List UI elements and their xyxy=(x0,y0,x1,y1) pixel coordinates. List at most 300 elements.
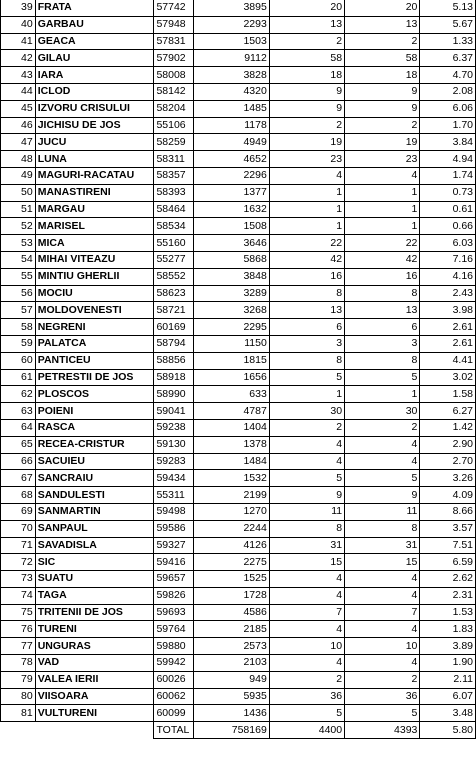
value-2-cell: 10 xyxy=(269,638,344,655)
value-1-cell: 3268 xyxy=(194,302,269,319)
value-3-cell: 9 xyxy=(345,487,420,504)
value-1-cell: 1404 xyxy=(194,419,269,436)
row-number-cell: 64 xyxy=(1,419,36,436)
value-2-cell: 1 xyxy=(269,201,344,218)
commune-name-cell: TRITENII DE JOS xyxy=(35,604,154,621)
value-2-cell: 2 xyxy=(269,419,344,436)
value-2-cell: 9 xyxy=(269,100,344,117)
commune-name-cell: MOCIU xyxy=(35,285,154,302)
code-cell: 59826 xyxy=(154,587,194,604)
commune-name-cell: GARBAU xyxy=(35,16,154,33)
value-2-cell: 5 xyxy=(269,369,344,386)
commune-name-cell: MAGURI-RACATAU xyxy=(35,167,154,184)
value-1-cell: 1436 xyxy=(194,705,269,722)
table-row xyxy=(1,201,476,218)
value-4-cell: 4.09 xyxy=(420,487,476,504)
value-4-cell: 1.70 xyxy=(420,117,476,134)
table-row xyxy=(1,319,476,336)
value-2-cell: 13 xyxy=(269,16,344,33)
value-1-cell: 2244 xyxy=(194,520,269,537)
value-3-cell: 13 xyxy=(345,16,420,33)
value-4-cell: 2.70 xyxy=(420,453,476,470)
value-2-cell: 23 xyxy=(269,151,344,168)
table-row xyxy=(1,268,476,285)
code-cell: 59498 xyxy=(154,503,194,520)
code-cell: 59416 xyxy=(154,554,194,571)
value-3-cell: 1 xyxy=(345,184,420,201)
row-number-cell: 72 xyxy=(1,554,36,571)
row-number-cell: 44 xyxy=(1,83,36,100)
value-3-cell: 7 xyxy=(345,604,420,621)
table-row xyxy=(1,167,476,184)
commune-name-cell: SAVADISLA xyxy=(35,537,154,554)
commune-name-cell: SIC xyxy=(35,554,154,571)
value-3-cell: 15 xyxy=(345,554,420,571)
value-3-cell: 6 xyxy=(345,319,420,336)
code-cell: 58990 xyxy=(154,386,194,403)
value-3-cell: 16 xyxy=(345,268,420,285)
table-row xyxy=(1,335,476,352)
value-3-cell: 2 xyxy=(345,117,420,134)
value-1-cell: 1377 xyxy=(194,184,269,201)
row-number-cell: 40 xyxy=(1,16,36,33)
value-4-cell: 1.33 xyxy=(420,33,476,50)
table-row xyxy=(1,369,476,386)
table-body xyxy=(1,0,476,739)
code-cell: 58357 xyxy=(154,167,194,184)
commune-name-cell: JUCU xyxy=(35,134,154,151)
value-1-cell: 3828 xyxy=(194,67,269,84)
code-cell: 58918 xyxy=(154,369,194,386)
row-number-cell: 54 xyxy=(1,251,36,268)
row-number-cell: 45 xyxy=(1,100,36,117)
value-4-cell: 2.31 xyxy=(420,587,476,604)
value-4-cell: 6.59 xyxy=(420,554,476,571)
value-2-cell: 6 xyxy=(269,319,344,336)
row-number-cell: 51 xyxy=(1,201,36,218)
value-1-cell: 1815 xyxy=(194,352,269,369)
value-3-cell: 1 xyxy=(345,201,420,218)
value-4-cell: 2.08 xyxy=(420,83,476,100)
value-2-cell: 4 xyxy=(269,655,344,672)
row-number-cell: 75 xyxy=(1,604,36,621)
value-2-cell: 31 xyxy=(269,537,344,554)
row-number-cell: 77 xyxy=(1,638,36,655)
commune-name-cell: RECEA-CRISTUR xyxy=(35,436,154,453)
value-4-cell: 2.61 xyxy=(420,335,476,352)
value-2-cell: 16 xyxy=(269,268,344,285)
code-cell: 58393 xyxy=(154,184,194,201)
code-cell: 58552 xyxy=(154,268,194,285)
value-4-cell: 3.26 xyxy=(420,470,476,487)
row-number-cell: 52 xyxy=(1,218,36,235)
table-row xyxy=(1,302,476,319)
value-3-cell: 8 xyxy=(345,520,420,537)
value-3-cell: 5 xyxy=(345,705,420,722)
value-4-cell: 3.89 xyxy=(420,638,476,655)
code-cell: 59041 xyxy=(154,403,194,420)
commune-name-cell: VULTURENI xyxy=(35,705,154,722)
code-cell: 58534 xyxy=(154,218,194,235)
value-3-cell: 9 xyxy=(345,100,420,117)
value-2-cell: 1 xyxy=(269,218,344,235)
value-2-cell: 8 xyxy=(269,520,344,537)
code-cell: 58008 xyxy=(154,67,194,84)
value-3-cell: 30 xyxy=(345,403,420,420)
value-4-cell: 1.74 xyxy=(420,167,476,184)
value-1-cell: 1503 xyxy=(194,33,269,50)
value-2-cell: 22 xyxy=(269,235,344,252)
value-4-cell: 5.13 xyxy=(420,0,476,16)
value-2-cell: 8 xyxy=(269,285,344,302)
row-number-cell: 76 xyxy=(1,621,36,638)
row-number-cell: 48 xyxy=(1,151,36,168)
value-4-cell: 1.58 xyxy=(420,386,476,403)
value-1-cell: 2199 xyxy=(194,487,269,504)
row-number-cell: 79 xyxy=(1,671,36,688)
row-number-cell: 73 xyxy=(1,571,36,588)
commune-name-cell: PETRESTII DE JOS xyxy=(35,369,154,386)
table-row xyxy=(1,453,476,470)
value-2-cell: 2 xyxy=(269,117,344,134)
commune-name-cell: VAD xyxy=(35,655,154,672)
value-3-cell: 58 xyxy=(345,50,420,67)
code-cell: 60062 xyxy=(154,688,194,705)
code-cell: 59327 xyxy=(154,537,194,554)
code-cell: 58142 xyxy=(154,83,194,100)
value-4-cell: 4.16 xyxy=(420,268,476,285)
table-row xyxy=(1,67,476,84)
row-number-cell: 66 xyxy=(1,453,36,470)
row-number-cell: 67 xyxy=(1,470,36,487)
value-1-cell: 4320 xyxy=(194,83,269,100)
value-4-cell: 3.98 xyxy=(420,302,476,319)
table-row xyxy=(1,0,476,16)
value-2-cell: 1 xyxy=(269,386,344,403)
code-cell: 59130 xyxy=(154,436,194,453)
code-cell: 57831 xyxy=(154,33,194,50)
value-3-cell: 1 xyxy=(345,218,420,235)
commune-name-cell: RASCA xyxy=(35,419,154,436)
value-4-cell: 6.07 xyxy=(420,688,476,705)
row-number-cell: 60 xyxy=(1,352,36,369)
value-2-cell: 15 xyxy=(269,554,344,571)
total-value-3: 4393 xyxy=(345,722,420,739)
value-1-cell: 2573 xyxy=(194,638,269,655)
table-row xyxy=(1,671,476,688)
value-4-cell: 3.02 xyxy=(420,369,476,386)
commune-name-cell: SANDULESTI xyxy=(35,487,154,504)
total-value-2: 4400 xyxy=(269,722,344,739)
table-row xyxy=(1,235,476,252)
value-1-cell: 1656 xyxy=(194,369,269,386)
table-row xyxy=(1,604,476,621)
table-row xyxy=(1,184,476,201)
row-number-cell: 80 xyxy=(1,688,36,705)
value-2-cell: 4 xyxy=(269,167,344,184)
commune-name-cell: MIHAI VITEAZU xyxy=(35,251,154,268)
table-row xyxy=(1,100,476,117)
value-1-cell: 1378 xyxy=(194,436,269,453)
value-4-cell: 6.37 xyxy=(420,50,476,67)
value-1-cell: 949 xyxy=(194,671,269,688)
value-4-cell: 1.42 xyxy=(420,419,476,436)
value-2-cell: 11 xyxy=(269,503,344,520)
commune-name-cell: SUATU xyxy=(35,571,154,588)
value-1-cell: 633 xyxy=(194,386,269,403)
value-3-cell: 4 xyxy=(345,621,420,638)
row-number-cell: 70 xyxy=(1,520,36,537)
value-3-cell: 4 xyxy=(345,655,420,672)
value-3-cell: 22 xyxy=(345,235,420,252)
value-2-cell: 5 xyxy=(269,705,344,722)
row-number-cell: 49 xyxy=(1,167,36,184)
value-2-cell: 2 xyxy=(269,671,344,688)
value-1-cell: 9112 xyxy=(194,50,269,67)
value-4-cell: 2.90 xyxy=(420,436,476,453)
row-number-cell: 41 xyxy=(1,33,36,50)
value-4-cell: 7.16 xyxy=(420,251,476,268)
total-row xyxy=(1,722,476,739)
commune-name-cell: PANTICEU xyxy=(35,352,154,369)
row-number-cell: 61 xyxy=(1,369,36,386)
commune-name-cell: MICA xyxy=(35,235,154,252)
commune-name-cell: SANCRAIU xyxy=(35,470,154,487)
code-cell: 58311 xyxy=(154,151,194,168)
value-1-cell: 1484 xyxy=(194,453,269,470)
commune-name-cell: NEGRENI xyxy=(35,319,154,336)
code-cell: 58623 xyxy=(154,285,194,302)
commune-name-cell: LUNA xyxy=(35,151,154,168)
value-4-cell: 6.03 xyxy=(420,235,476,252)
total-value-4: 5.80 xyxy=(420,722,476,739)
row-number-cell: 47 xyxy=(1,134,36,151)
value-1-cell: 2295 xyxy=(194,319,269,336)
total-value-1: 758169 xyxy=(194,722,269,739)
code-cell: 59942 xyxy=(154,655,194,672)
value-1-cell: 1728 xyxy=(194,587,269,604)
value-4-cell: 8.66 xyxy=(420,503,476,520)
commune-name-cell: TAGA xyxy=(35,587,154,604)
table-row xyxy=(1,16,476,33)
code-cell: 59693 xyxy=(154,604,194,621)
code-cell: 55311 xyxy=(154,487,194,504)
table-row xyxy=(1,419,476,436)
code-cell: 60099 xyxy=(154,705,194,722)
value-1-cell: 4949 xyxy=(194,134,269,151)
value-3-cell: 4 xyxy=(345,453,420,470)
row-number-cell: 50 xyxy=(1,184,36,201)
code-cell: 57948 xyxy=(154,16,194,33)
value-2-cell: 8 xyxy=(269,352,344,369)
value-3-cell: 13 xyxy=(345,302,420,319)
table-row xyxy=(1,251,476,268)
value-1-cell: 3848 xyxy=(194,268,269,285)
value-3-cell: 9 xyxy=(345,83,420,100)
code-cell: 58856 xyxy=(154,352,194,369)
value-2-cell: 4 xyxy=(269,621,344,638)
commune-name-cell: SACUIEU xyxy=(35,453,154,470)
row-number-cell: 55 xyxy=(1,268,36,285)
row-number-cell: 39 xyxy=(1,0,36,16)
code-cell: 59283 xyxy=(154,453,194,470)
table-row xyxy=(1,705,476,722)
value-1-cell: 2293 xyxy=(194,16,269,33)
code-cell: 59434 xyxy=(154,470,194,487)
value-4-cell: 3.84 xyxy=(420,134,476,151)
row-number-cell: 46 xyxy=(1,117,36,134)
value-2-cell: 4 xyxy=(269,587,344,604)
value-2-cell: 9 xyxy=(269,487,344,504)
table-row xyxy=(1,151,476,168)
code-cell: 60169 xyxy=(154,319,194,336)
table-row xyxy=(1,571,476,588)
code-cell: 55277 xyxy=(154,251,194,268)
value-4-cell: 5.67 xyxy=(420,16,476,33)
value-1-cell: 4652 xyxy=(194,151,269,168)
value-1-cell: 4126 xyxy=(194,537,269,554)
value-3-cell: 2 xyxy=(345,419,420,436)
code-cell: 55106 xyxy=(154,117,194,134)
value-4-cell: 4.70 xyxy=(420,67,476,84)
commune-name-cell: GILAU xyxy=(35,50,154,67)
row-number-cell: 71 xyxy=(1,537,36,554)
table-row xyxy=(1,352,476,369)
value-1-cell: 1178 xyxy=(194,117,269,134)
code-cell: 58259 xyxy=(154,134,194,151)
value-1-cell: 3289 xyxy=(194,285,269,302)
value-2-cell: 13 xyxy=(269,302,344,319)
value-1-cell: 3646 xyxy=(194,235,269,252)
commune-name-cell: PALATCA xyxy=(35,335,154,352)
value-3-cell: 8 xyxy=(345,352,420,369)
value-1-cell: 5935 xyxy=(194,688,269,705)
value-4-cell: 2.43 xyxy=(420,285,476,302)
table-row xyxy=(1,503,476,520)
commune-name-cell: JICHISU DE JOS xyxy=(35,117,154,134)
commune-name-cell: MINTIU GHERLII xyxy=(35,268,154,285)
value-3-cell: 36 xyxy=(345,688,420,705)
code-cell: 59586 xyxy=(154,520,194,537)
row-number-cell: 81 xyxy=(1,705,36,722)
value-4-cell: 3.48 xyxy=(420,705,476,722)
row-number-cell: 59 xyxy=(1,335,36,352)
value-3-cell: 23 xyxy=(345,151,420,168)
row-number-cell: 43 xyxy=(1,67,36,84)
value-2-cell: 19 xyxy=(269,134,344,151)
value-1-cell: 3895 xyxy=(194,0,269,16)
value-3-cell: 11 xyxy=(345,503,420,520)
commune-name-cell: IZVORU CRISULUI xyxy=(35,100,154,117)
value-4-cell: 1.83 xyxy=(420,621,476,638)
code-cell: 58794 xyxy=(154,335,194,352)
table-row xyxy=(1,134,476,151)
value-2-cell: 9 xyxy=(269,83,344,100)
table-row xyxy=(1,587,476,604)
commune-name-cell: PLOSCOS xyxy=(35,386,154,403)
value-4-cell: 4.41 xyxy=(420,352,476,369)
code-cell: 59880 xyxy=(154,638,194,655)
commune-name-cell: MARISEL xyxy=(35,218,154,235)
value-3-cell: 4 xyxy=(345,167,420,184)
commune-name-cell: VALEA IERII xyxy=(35,671,154,688)
table-row xyxy=(1,470,476,487)
value-2-cell: 5 xyxy=(269,470,344,487)
value-1-cell: 1485 xyxy=(194,100,269,117)
commune-name-cell: MANASTIRENI xyxy=(35,184,154,201)
row-number-cell: 68 xyxy=(1,487,36,504)
row-number-cell: 65 xyxy=(1,436,36,453)
table-row xyxy=(1,117,476,134)
table-row xyxy=(1,554,476,571)
commune-name-cell: SANMARTIN xyxy=(35,503,154,520)
row-number-cell: 57 xyxy=(1,302,36,319)
value-3-cell: 5 xyxy=(345,470,420,487)
table-row xyxy=(1,83,476,100)
value-2-cell: 18 xyxy=(269,67,344,84)
table-row xyxy=(1,487,476,504)
row-number-cell: 58 xyxy=(1,319,36,336)
value-2-cell: 4 xyxy=(269,453,344,470)
table-row xyxy=(1,655,476,672)
value-2-cell: 36 xyxy=(269,688,344,705)
table-row xyxy=(1,436,476,453)
value-1-cell: 4586 xyxy=(194,604,269,621)
value-1-cell: 2275 xyxy=(194,554,269,571)
value-3-cell: 20 xyxy=(345,0,420,16)
value-4-cell: 6.27 xyxy=(420,403,476,420)
value-2-cell: 1 xyxy=(269,184,344,201)
value-4-cell: 1.53 xyxy=(420,604,476,621)
value-3-cell: 19 xyxy=(345,134,420,151)
code-cell: 57742 xyxy=(154,0,194,16)
value-4-cell: 3.57 xyxy=(420,520,476,537)
value-4-cell: 7.51 xyxy=(420,537,476,554)
table-row xyxy=(1,386,476,403)
value-1-cell: 1270 xyxy=(194,503,269,520)
value-3-cell: 2 xyxy=(345,33,420,50)
commune-name-cell: VIISOARA xyxy=(35,688,154,705)
value-3-cell: 1 xyxy=(345,386,420,403)
commune-name-cell: FRATA xyxy=(35,0,154,16)
value-1-cell: 2185 xyxy=(194,621,269,638)
commune-name-cell: IARA xyxy=(35,67,154,84)
value-2-cell: 4 xyxy=(269,436,344,453)
value-1-cell: 2103 xyxy=(194,655,269,672)
table-row xyxy=(1,537,476,554)
value-4-cell: 1.90 xyxy=(420,655,476,672)
code-cell: 57902 xyxy=(154,50,194,67)
commune-name-cell: MOLDOVENESTI xyxy=(35,302,154,319)
row-number-cell: 56 xyxy=(1,285,36,302)
value-4-cell: 2.61 xyxy=(420,319,476,336)
value-1-cell: 1525 xyxy=(194,571,269,588)
value-1-cell: 1632 xyxy=(194,201,269,218)
table-row xyxy=(1,520,476,537)
total-label: TOTAL xyxy=(154,722,194,739)
value-2-cell: 30 xyxy=(269,403,344,420)
value-4-cell: 2.62 xyxy=(420,571,476,588)
value-3-cell: 4 xyxy=(345,587,420,604)
value-1-cell: 4787 xyxy=(194,403,269,420)
table-row xyxy=(1,50,476,67)
value-3-cell: 4 xyxy=(345,436,420,453)
value-1-cell: 5868 xyxy=(194,251,269,268)
code-cell: 55160 xyxy=(154,235,194,252)
code-cell: 59238 xyxy=(154,419,194,436)
value-4-cell: 2.11 xyxy=(420,671,476,688)
row-number-cell: 63 xyxy=(1,403,36,420)
